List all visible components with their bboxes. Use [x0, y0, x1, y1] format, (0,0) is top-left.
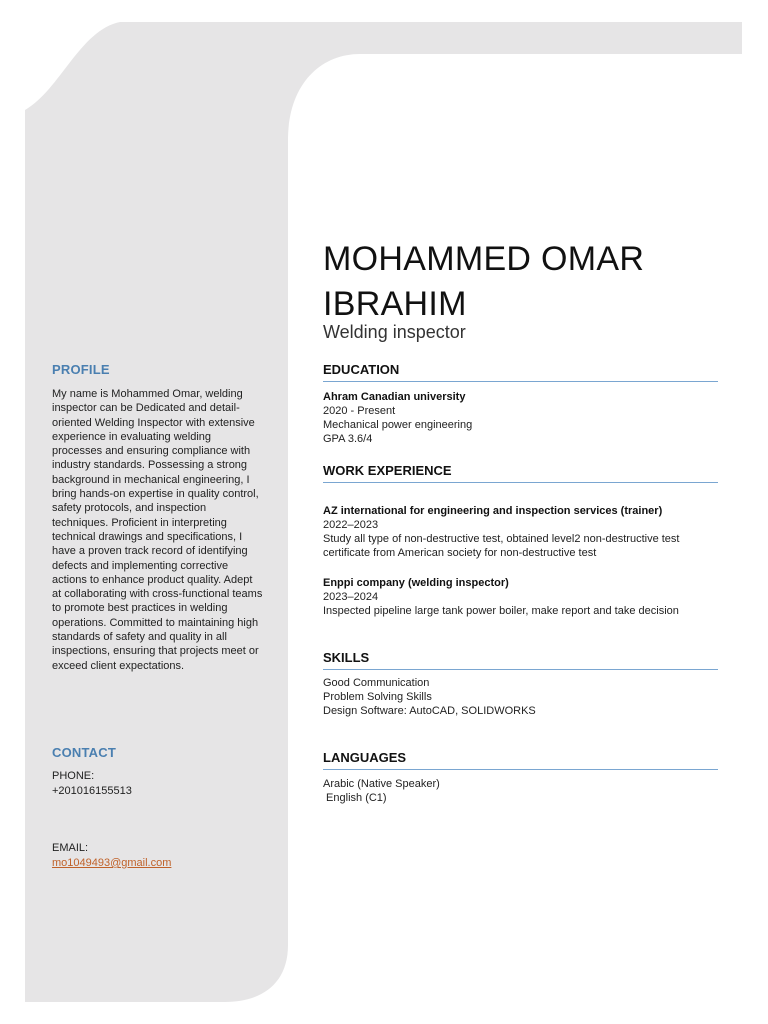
education-gpa: GPA 3.6/4 — [323, 433, 373, 445]
education-entry — [323, 390, 718, 446]
work-dates: 2022–2023 — [323, 519, 379, 531]
contact-heading: CONTACT — [52, 745, 116, 760]
job-title: Welding inspector — [323, 322, 466, 342]
skills-heading: SKILLS — [323, 650, 718, 670]
profile-heading: PROFILE — [52, 362, 110, 377]
education-school: Ahram Canadian university — [323, 391, 466, 403]
languages-heading: LANGUAGES — [323, 750, 718, 770]
skill-item: Problem Solving Skills — [323, 691, 432, 703]
skill-item: Good Communication — [323, 677, 430, 689]
languages-list — [323, 777, 718, 805]
email-label: EMAIL: — [52, 842, 89, 854]
name-line-1: MOHAMMED OMAR — [323, 240, 645, 278]
profile-text: My name is Mohammed Omar, welding inspector can be Dedicated and detail-oriented Welding Inspector with extensive experience in evaluating welding processes and ensuring compliance with industry standards. Possessing a strong background in mechanical engineering, I bring hands-on expertise in quality control, safety protocols, and inspection techniques. Proficient in interpreting technical drawings and specifications, I have a proven track record of identifying defects and implementing corrective actions to enhance product quality. Adept at collaborating with cross-functional teams to promote best practices in welding operations. Committed to maintaining high standards of safety and quality in all inspections, ensuring that projects meet or exceed client expectations. — [52, 388, 263, 672]
phone-label: PHONE: — [52, 770, 95, 782]
phone-value: +201016155513 — [52, 785, 132, 797]
education-heading: EDUCATION — [323, 362, 718, 382]
work-entry-1 — [323, 504, 718, 560]
work-description: Study all type of non-destructive test, obtained level2 non-destructive test certificate from American society for non-destructive test — [323, 533, 680, 559]
work-entry-2 — [323, 576, 718, 618]
language-item: English (C1) — [323, 792, 387, 804]
skills-list — [323, 676, 718, 718]
email-link[interactable]: mo1049493@gmail.com — [52, 857, 172, 869]
education-dates: 2020 - Present — [323, 405, 396, 417]
work-dates: 2023–2024 — [323, 591, 379, 603]
education-field: Mechanical power engineering — [323, 419, 473, 431]
work-title: Enppi company (welding inspector) — [323, 577, 509, 589]
name-line-2: IBRAHIM — [323, 285, 467, 323]
skill-item: Design Software: AutoCAD, SOLIDWORKS — [323, 705, 536, 717]
person-name — [323, 237, 723, 327]
work-title: AZ international for engineering and inspection services (trainer) — [323, 505, 663, 517]
language-item: Arabic (Native Speaker) — [323, 778, 440, 790]
work-experience-heading: WORK EXPERIENCE — [323, 463, 718, 483]
work-description: Inspected pipeline large tank power boiler, make report and take decision — [323, 605, 679, 617]
